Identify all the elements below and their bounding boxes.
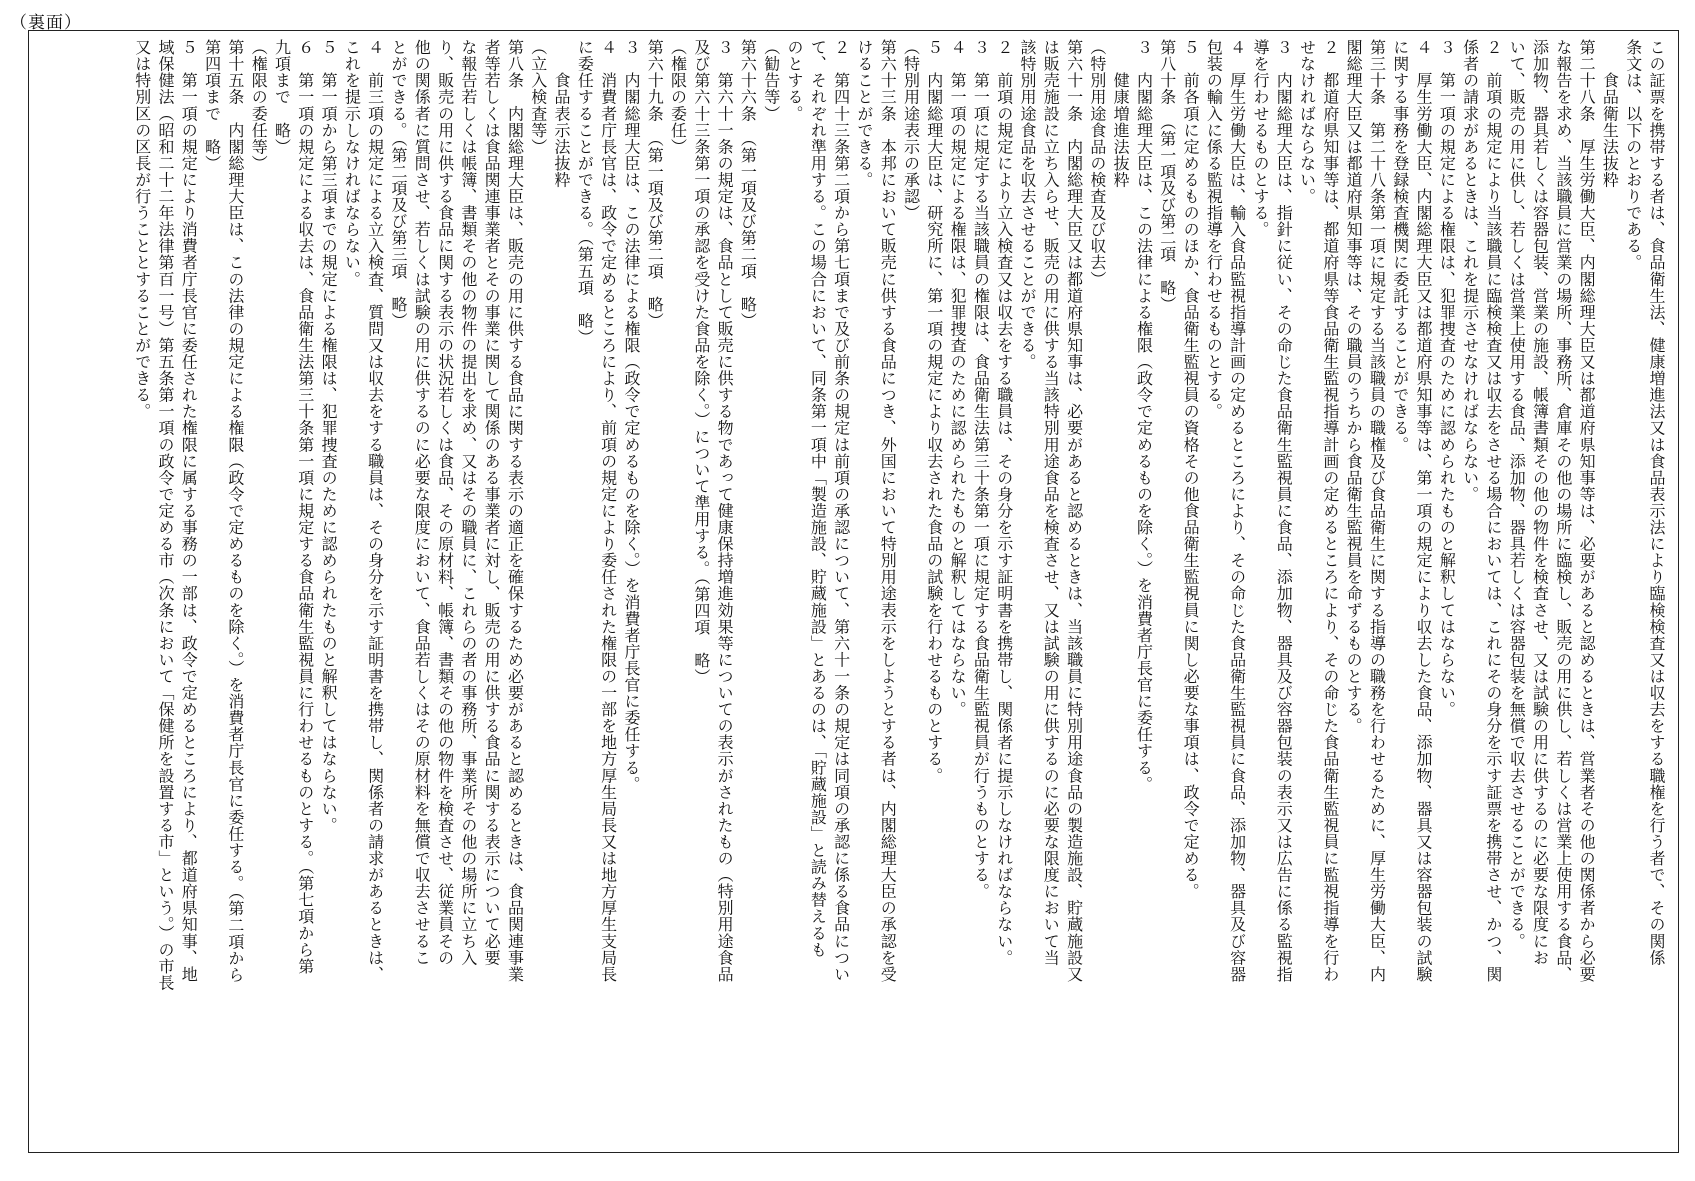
text-line: のとする。 <box>785 39 805 122</box>
text-line: ２ 第四十三条第二項から第七項まで及び前条の規定は前項の承認について、第六十一条の規定は同項の承認に係る食品につい <box>831 39 851 983</box>
text-line: 及び第六十三条第一項の承認を受けた食品を除く。）について準用する。（第四項 略） <box>691 39 711 685</box>
text-line: 第三十条 第二十八条第一項に規定する当該職員の職権及び食品衛生に関する指導の職務を行わせるために、厚生労働大臣、内 <box>1367 39 1387 983</box>
text-line: 第六十九条 （第一項及び第二項 略） <box>645 39 665 329</box>
text-line: ３ 内閣総理大臣は、指針に従い、その命じた食品衛生監視員に食品、添加物、器具及び容器包装の表示又は広告に係る監視指 <box>1274 39 1294 983</box>
text-line: ４ 厚生労働大臣、内閣総理大臣又は都道府県知事等は、第一項の規定により収去した食品、添加物、器具又は容器包装の試験 <box>1414 39 1434 983</box>
page-label: （裏面） <box>10 13 82 33</box>
text-line: （権限の委任） <box>668 39 688 155</box>
text-line: （特別用途食品の検査及び収去） <box>1087 39 1107 288</box>
text-line: 第六十三条 本邦において販売に供する食品につき、外国において特別用途表示をしようとする者は、内閣総理大臣の承認を受 <box>878 39 898 983</box>
text-line: ３ 内閣総理大臣は、この法律による権限（政令で定めるものを除く。）を消費者庁長官に委任する。 <box>1134 39 1154 793</box>
text-line: 食品表示法抜粋 <box>552 39 572 188</box>
text-line: ５ 第一項の規定により消費者庁長官に委任された権限に属する事務の一部は、政令で定めるところにより、都道府県知事、地 <box>179 39 199 983</box>
text-line: ３ 第六十一条の規定は、食品として販売に供する物であって健康保持増進効果等についての表示がされたもの（特別用途食品 <box>715 39 735 983</box>
text-line: 第八十条 （第一項及び第二項 略） <box>1157 39 1177 313</box>
text-line: 閣総理大臣又は都道府県知事等は、その職員のうちから食品衛生監視員を命ずるものとする。 <box>1344 39 1364 735</box>
text-line: 健康増進法抜粋 <box>1111 39 1131 188</box>
text-line: ５ 前各項に定めるもののほか、食品衛生監視員の資格その他食品衛生監視員に関し必要な事項は、政令で定める。 <box>1181 39 1201 900</box>
text-line: は販売施設に立ち入らせ、販売の用に供する当該特別用途食品を検査させ、又は試験の用に供するのに必要な限度において当 <box>1041 39 1061 966</box>
text-line: 者等若しくは食品関連事業者とその事業に関して関係のある事業者に対し、販売の用に供する食品に関する表示について必要 <box>482 39 502 966</box>
text-line: に関する事務を登録検査機関に委託することができる。 <box>1390 39 1410 453</box>
text-line: り、販売の用に供する食品に関する表示の状況若しくは食品、その原材料、帳簿、書類その他の物件を検査させ、従業員その <box>435 39 455 966</box>
text-line: 域保健法（昭和二十二年法律第百一号）第五条第一項の政令で定める市（次条において「保健所を設置する市」という。）の市長 <box>156 39 175 991</box>
text-line: ６ 第一項の規定による収去は、食品衛生法第三十条第一項に規定する食品衛生監視員に行わせるものとする。（第七項から第 <box>295 39 315 975</box>
text-line: 添加物、器具若しくは容器包装、営業の施設、帳簿書類その他の物件を検査させ、又は試験の用に供するのに必要な限度にお <box>1530 39 1550 966</box>
text-line: て、それぞれ準用する。この場合において、同条第一項中「製造施設、貯蔵施設」とあるのは、「貯蔵施設」と読み替えるも <box>808 39 828 958</box>
text-line: ２ 前項の規定により当該職員に臨検検査又は収去をさせる場合においては、これにその身分を示す証票を携帯させ、かつ、関 <box>1483 39 1503 983</box>
text-line: （特別用途表示の承認） <box>901 39 921 222</box>
text-line: （勧告等） <box>761 39 781 122</box>
statute-text <box>40 39 1668 1144</box>
document-frame <box>28 30 1679 1153</box>
text-line: 導を行わせるものとする。 <box>1250 39 1270 238</box>
text-line: けることができる。 <box>854 39 874 188</box>
text-line: 九項まで 略） <box>272 39 292 155</box>
text-line: ５ 第一項から第三項までの規定による権限は、犯罪捜査のために認められたものと解釈してはならない。 <box>319 39 339 834</box>
text-line: せなければならない。 <box>1297 39 1317 205</box>
text-line: 他の関係者に質問させ、若しくは試験の用に供するのに必要な限度において、食品若しくはその原材料を無償で収去させるこ <box>412 39 432 966</box>
text-line: な報告を求め、当該職員に営業の場所、事務所、倉庫その他の場所に臨検し、販売の用に供し、若しくは営業上使用する食品、 <box>1553 39 1573 983</box>
text-line: ３ 第一項に規定する当該職員の権限は、食品衛生法第三十条第一項に規定する食品衛生監視員が行うものとする。 <box>971 39 991 900</box>
text-line: これを提示しなければならない。 <box>342 39 362 288</box>
text-line: 第二十八条 厚生労働大臣、内閣総理大臣又は都道府県知事等は、必要があると認めるときは、営業者その他の関係者から必要 <box>1577 39 1597 983</box>
text-line: ４ 第一項の規定による権限は、犯罪捜査のために認められたものと解釈してはならない。 <box>948 39 968 718</box>
text-line: 第六十一条 内閣総理大臣又は都道府県知事は、必要があると認めるときは、当該職員に特別用途食品の製造施設、貯蔵施設又 <box>1064 39 1084 983</box>
text-line: ４ 消費者庁長官は、政令で定めるところにより、前項の規定により委任された権限の一部を地方厚生局長又は地方厚生支局長 <box>598 39 618 983</box>
text-line: （立入検査等） <box>528 39 548 155</box>
text-line: いて、販売の用に供し、若しくは営業上使用する食品、添加物、器具若しくは容器包装を無償で収去させることができる。 <box>1507 39 1527 950</box>
text-line: ４ 前三項の規定による立入検査、質問又は収去をする職員は、その身分を示す証明書を携帯し、関係者の請求があるときは、 <box>365 39 385 983</box>
text-line: 第六十六条 （第一項及び第二項 略） <box>738 39 758 329</box>
text-line: 包装の輸入に係る監視指導を行わせるものとする。 <box>1204 39 1224 420</box>
text-line: 第八条 内閣総理大臣は、販売の用に供する食品に関する表示の適正を確保するため必要があると認めるときは、食品関連事業 <box>505 39 525 983</box>
text-line: 該特別用途食品を収去させることができる。 <box>1017 39 1037 370</box>
text-line: ５ 内閣総理大臣は、研究所に、第一項の規定により収去された食品の試験を行わせるものとする。 <box>924 39 944 784</box>
text-line: ２ 都道府県知事等は、都道府県等食品衛生監視指導計画の定めるところにより、その命じた食品衛生監視員に監視指導を行わ <box>1320 39 1340 983</box>
text-line: 第十五条 内閣総理大臣は、この法律の規定による権限（政令で定めるものを除く。）を消費者庁長官に委任する。（第二項から <box>225 39 245 983</box>
text-line: この証票を携帯する者は、食品衛生法、健康増進法又は食品表示法により臨検検査又は収去をする職権を行う者で、その関係 <box>1647 39 1666 966</box>
text-line: 条文は、以下のとおりである。 <box>1623 39 1643 271</box>
text-line: ２ 前項の規定により立入検査又は収去をする職員は、その身分を示す証明書を携帯し、関係者に提示しなければならない。 <box>994 39 1014 966</box>
text-line: 食品衛生法抜粋 <box>1600 39 1620 188</box>
text-line: ３ 内閣総理大臣は、この法律による権限（政令で定めるものを除く。）を消費者庁長官に委任する。 <box>621 39 641 793</box>
text-line: ３ 第一項の規定による権限は、犯罪捜査のために認められたものと解釈してはならない。 <box>1437 39 1457 718</box>
text-line: 係者の請求があるときは、これを提示させなければならない。 <box>1460 39 1480 503</box>
text-line: な報告若しくは帳簿、書類その他の物件の提出を求め、又はその職員に、これらの者の事務所、事業所その他の場所に立ち入 <box>458 39 478 966</box>
text-line: 第四項まで 略） <box>202 39 222 172</box>
text-line: 又は特別区の区長が行うこととすることができる。 <box>132 39 152 420</box>
text-line: （権限の委任等） <box>249 39 269 172</box>
text-line: ４ 厚生労働大臣は、輸入食品監視指導計画の定めるところにより、その命じた食品衛生監視員に食品、添加物、器具及び容器 <box>1227 39 1247 983</box>
text-line: に委任することができる。（第五項 略） <box>575 39 595 346</box>
text-line: とができる。（第二項及び第三項 略） <box>388 39 408 329</box>
